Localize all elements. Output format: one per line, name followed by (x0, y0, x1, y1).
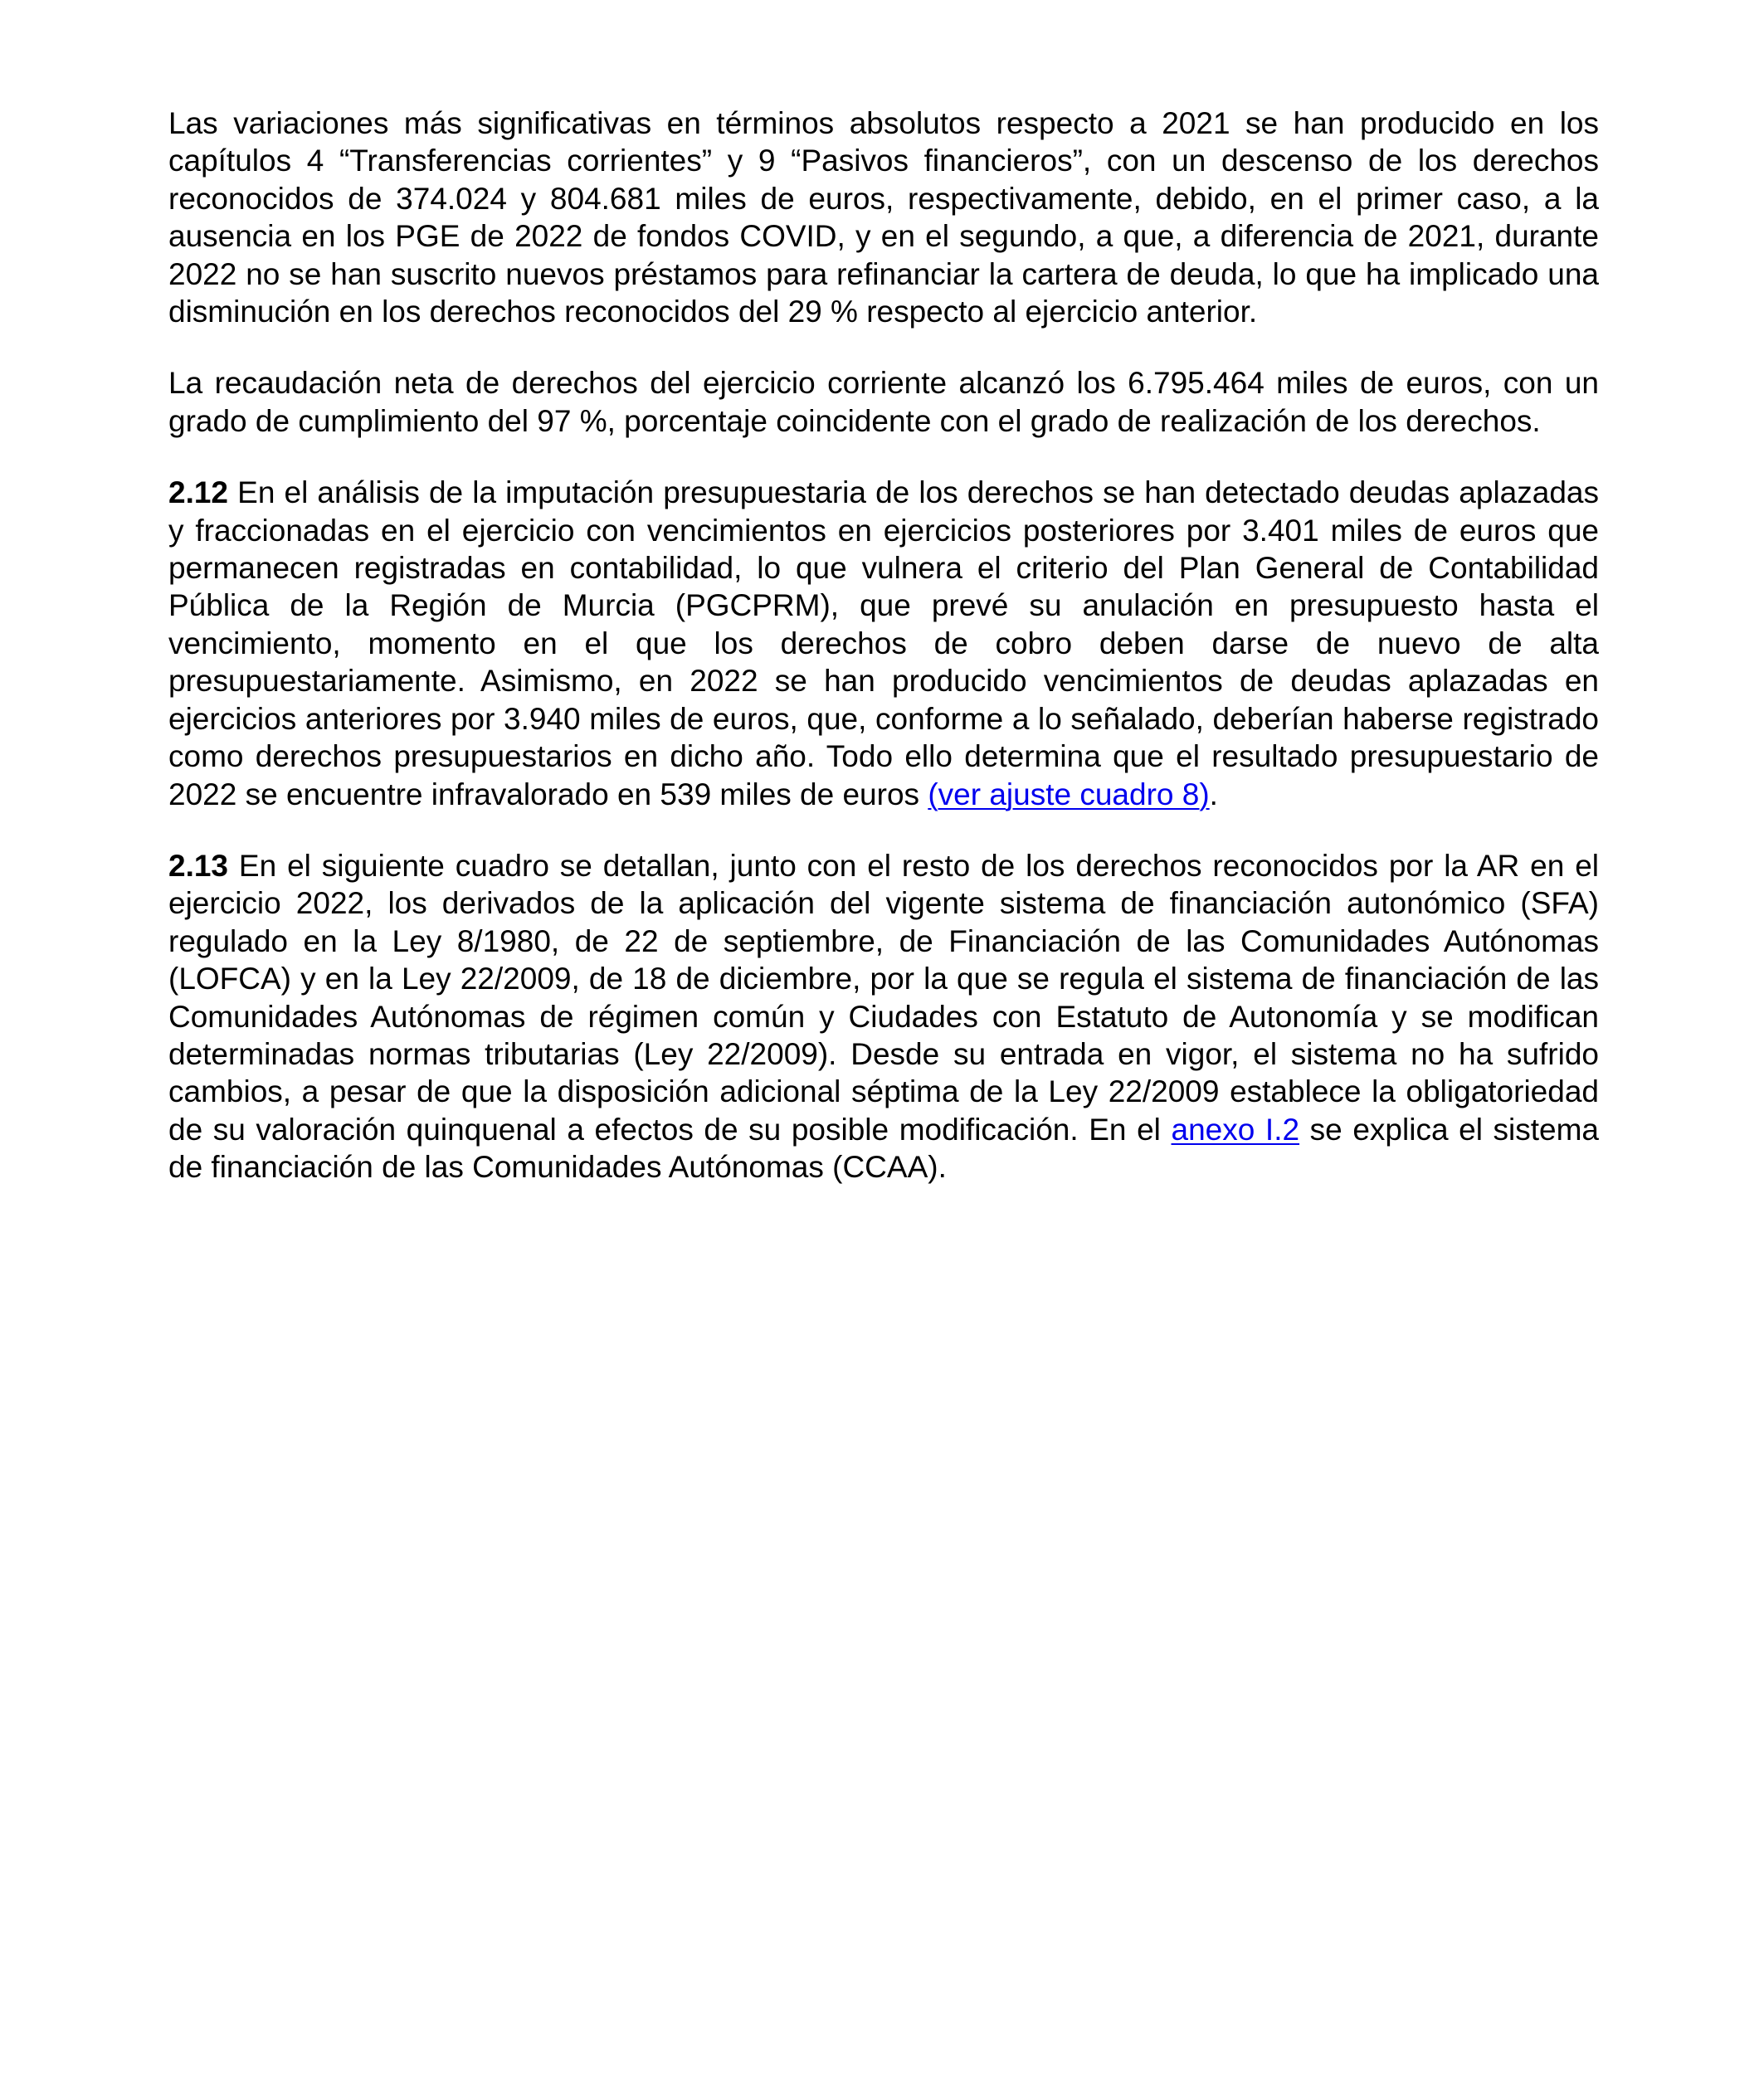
section-number: 2.12 (168, 475, 229, 510)
paragraph-variaciones (168, 105, 1599, 330)
paragraph-recaudacion (168, 364, 1599, 440)
paragraph-text-end: . (1209, 777, 1218, 811)
ajuste-cuadro-8-link[interactable]: (ver ajuste cuadro 8) (928, 777, 1210, 811)
anexo-i2-link[interactable]: anexo I.2 (1171, 1112, 1300, 1147)
paragraph-2-13 (168, 847, 1599, 1186)
paragraph-text: En el análisis de la imputación presupuestaria de los derechos se han detectado deudas aplazadas y fraccionadas en el ejercicio con vencimientos en ejercicios posteriores por 3.401 miles de euros que permanecen registradas en contabilidad, lo que vulnera el criterio del Plan General de Contabilidad Pública de la Región de Murcia (PGCPRM), que prevé su anulación en presupuesto hasta el vencimiento, momento en el que los derechos de cobro deben darse de nuevo de alta presupuestariamente. Asimismo, en 2022 se han producido vencimientos de deudas aplazadas en ejercicios anteriores por 3.940 miles de euros, que, conforme a lo señalado, deberían haberse registrado como derechos presupuestarios en dicho año. Todo ello determina que el resultado presupuestario de 2022 se encuentre infravalorado en 539 miles de euros (168, 475, 1599, 811)
document-body (168, 105, 1599, 1220)
paragraph-text: Las variaciones más significativas en términos absolutos respecto a 2021 se han producido en los capítulos 4 “Transferencias corrientes” y 9 “Pasivos financieros”, con un descenso de los derechos reconocidos de 374.024 y 804.681 miles de euros, respectivamente, debido, en el primer caso, a la ausencia en los PGE de 2022 de fondos COVID, y en el segundo, a que, a diferencia de 2021, durante 2022 no se han suscrito nuevos préstamos para refinanciar la cartera de deuda, lo que ha implicado una disminución en los derechos reconocidos del 29 % respecto al ejercicio anterior. (168, 106, 1599, 329)
paragraph-text: La recaudación neta de derechos del ejercicio corriente alcanzó los 6.795.464 miles de euros, con un grado de cumplimiento del 97 %, porcentaje coincidente con el grado de realización de los derechos. (168, 366, 1599, 438)
section-number: 2.13 (168, 848, 229, 883)
paragraph-text: En el siguiente cuadro se detallan, junto con el resto de los derechos reconocidos por la AR en el ejercicio 2022, los derivados de la aplicación del vigente sistema de financiación autonómico (SFA) regulado en la Ley 8/1980, de 22 de septiembre, de Financiación de las Comunidades Autónomas (LOFCA) y en la Ley 22/2009, de 18 de diciembre, por la que se regula el sistema de financiación de las Comunidades Autónomas de régimen común y Ciudades con Estatuto de Autonomía y se modifican determinadas normas tributarias (Ley 22/2009). Desde su entrada en vigor, el sistema no ha sufrido cambios, a pesar de que la disposición adicional séptima de la Ley 22/2009 establece la obligatoriedad de su valoración quinquenal a efectos de su posible modificación. En el (168, 848, 1599, 1147)
paragraph-text-end: se explica el sistema de financiación de las Comunidades Autónomas (CCAA). (168, 1112, 1599, 1185)
paragraph-2-12 (168, 474, 1599, 813)
